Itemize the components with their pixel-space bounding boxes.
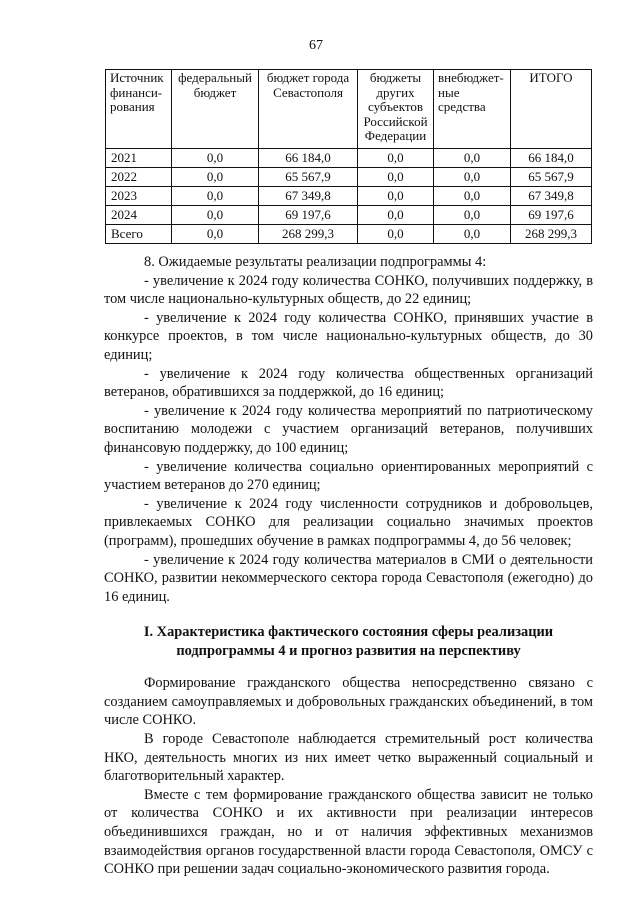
list-item: - увеличение к 2024 году количества мероприятий по патриотическому воспитанию молодежи с участием организаций ветеранов, получивших финансовую поддержку, до 100 единиц; [104, 402, 593, 456]
table-row: 2021 0,0 66 184,0 0,0 0,0 66 184,0 [106, 149, 592, 168]
results-title: 8. Ожидаемые результаты реализации подпрограммы 4: [144, 254, 487, 270]
section-heading: I. Характеристика фактического состояния сферы реализации подпрограммы 4 и прогноз развития на перспективу [143, 624, 554, 660]
paragraph: Вместе с тем формирование гражданского общества зависит не только от количества СОНКО и их активности при реализации интересов объединившихся граждан, но и от наличия эффективных механизмов взаимодействия органов государственной власти города Севастополя, ОМСУ с СОНКО при решении задач социально-экономического развития города. [104, 786, 593, 878]
table-row: 2024 0,0 69 197,6 0,0 0,0 69 197,6 [106, 206, 592, 225]
list-item: - увеличение к 2024 году количества СОНКО, принявших участие в конкурсе проектов, в том числе национально-культурных обществ, до 30 единиц; [104, 309, 593, 363]
header-source: Источник финанси- рования [106, 70, 172, 149]
header-city-budget: бюджет города Севастополя [259, 70, 358, 149]
header-extra-budget: внебюджет- ные средства [434, 70, 511, 149]
list-item: - увеличение количества социально ориентированных мероприятий с участием ветеранов до 270 единиц; [104, 458, 593, 494]
table-row: 2022 0,0 65 567,9 0,0 0,0 65 567,9 [106, 168, 592, 187]
paragraph: Формирование гражданского общества непосредственно связано с созданием самоуправляемых и добровольных гражданских объединений, в том числе СОНКО. [104, 675, 593, 729]
body-text [104, 253, 593, 879]
header-other-subjects: бюджеты других субъектов Российской Федерации [358, 70, 434, 149]
table-row-total: Всего 0,0 268 299,3 0,0 0,0 268 299,3 [106, 225, 592, 244]
table-header-row [106, 70, 592, 149]
paragraph: В городе Севастополе наблюдается стремительный рост количества НКО, деятельность многих из них имеет четко выраженный социальный и благотворительный характер. [104, 731, 593, 785]
page-number: 67 [309, 38, 323, 53]
header-total: ИТОГО [511, 70, 592, 149]
header-federal: федеральный бюджет [172, 70, 259, 149]
financing-table [105, 69, 592, 244]
list-item: - увеличение к 2024 году количества материалов в СМИ о деятельности СОНКО, развитии некоммерческого сектора города Севастополя (ежегодно) до 16 единиц. [104, 551, 593, 605]
list-item: - увеличение к 2024 году количества общественных организаций ветеранов, обратившихся за поддержкой, до 16 единиц; [104, 365, 593, 401]
table-row: 2023 0,0 67 349,8 0,0 0,0 67 349,8 [106, 187, 592, 206]
list-item: - увеличение к 2024 году количества СОНКО, получивших поддержку, в том числе национально-культурных обществ, до 22 единиц; [104, 272, 593, 308]
list-item: - увеличение к 2024 году численности сотрудников и добровольцев, привлекаемых СОНКО для реализации социально значимых проектов (программ), прошедших обучение в рамках подпрограммы 4, до 56 человек; [104, 495, 593, 549]
